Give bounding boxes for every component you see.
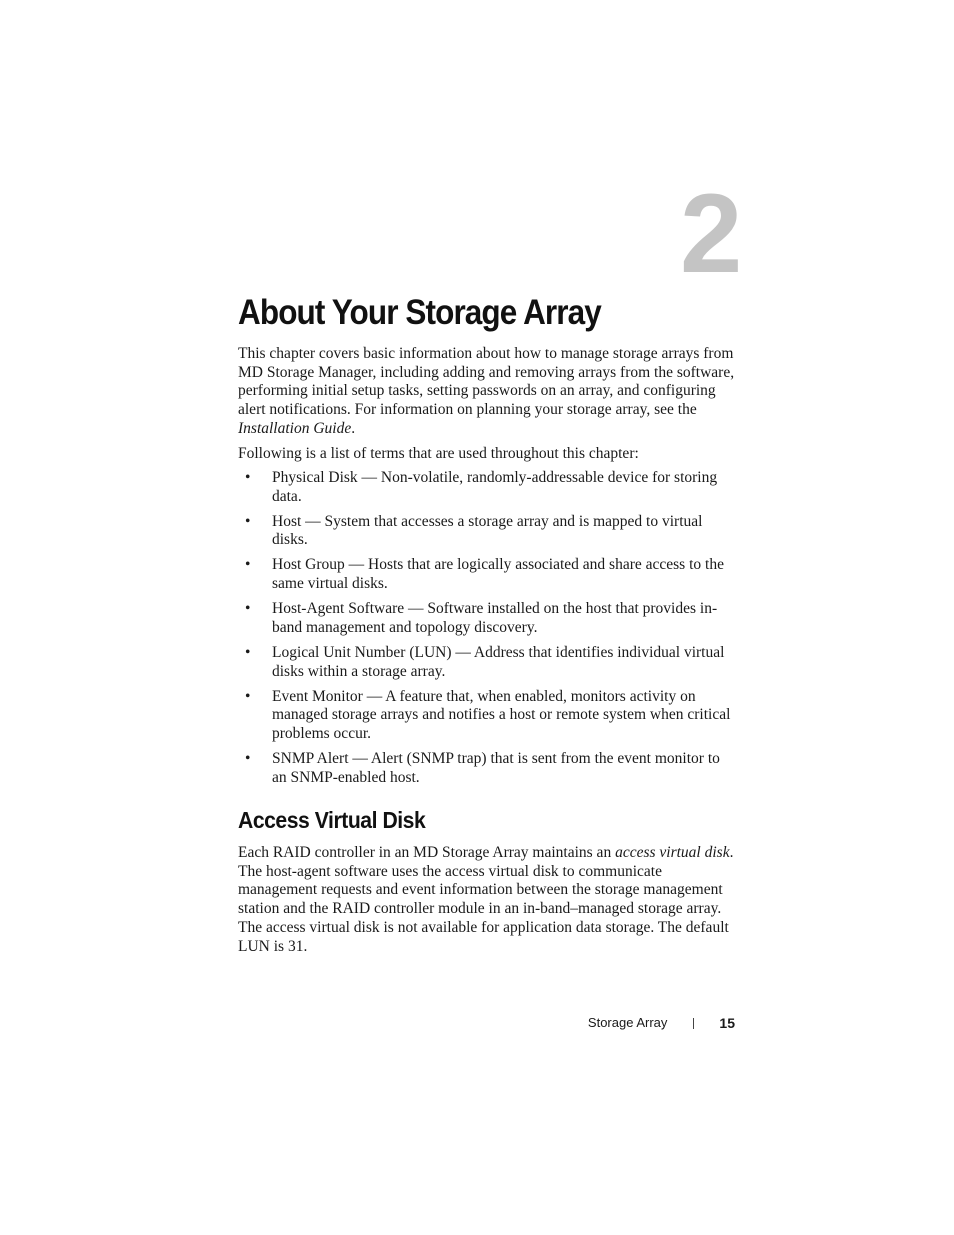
- term-text: Host-Agent Software — Software installed on the host that provides in-band management and topology discovery.: [272, 600, 718, 636]
- bullet-icon: •: [245, 643, 251, 661]
- list-item: [238, 750, 738, 787]
- list-item: [238, 513, 738, 550]
- section-text-start: Each RAID controller in an MD Storage Array maintains an: [238, 844, 616, 861]
- bullet-icon: •: [245, 749, 251, 767]
- bullet-icon: •: [245, 600, 251, 618]
- footer-separator: [693, 1018, 694, 1029]
- section-body: [238, 844, 738, 962]
- page-footer: [560, 1014, 735, 1032]
- installation-guide-reference: Installation Guide: [238, 419, 352, 437]
- terms-list: [238, 469, 738, 794]
- bullet-icon: •: [245, 469, 251, 486]
- list-item: [238, 600, 738, 637]
- bullet-icon: •: [245, 687, 251, 705]
- section-text-end: . The host-agent software uses the access virtual disk to communicate management requests and event information between the storage management station and the RAID controller module in an in-band–managed storage array. The access virtual disk is not available for application data storage. The default LUN is 31.: [238, 844, 734, 955]
- list-item: [238, 556, 738, 593]
- term-text: Event Monitor — A feature that, when enabled, monitors activity on managed storage arrays and notifies a host or remote system when critical problems occur.: [272, 687, 731, 742]
- bullet-icon: •: [245, 556, 251, 574]
- chapter-number: 2: [680, 171, 743, 296]
- footer-section-name: Storage Array: [587, 1015, 668, 1030]
- page-number: 15: [719, 1015, 735, 1031]
- section-heading: Access Virtual Disk: [238, 807, 426, 833]
- access-virtual-disk-term: access virtual disk: [615, 844, 730, 861]
- list-item: [238, 688, 738, 744]
- intro-text-start: This chapter covers basic information about how to manage storage arrays from MD Storage Manager, including adding and removing arrays from the software, performing initial setup tasks, setting passwords on an array, and configuring alert notifications. For information on planning your storage array, see the: [238, 345, 735, 419]
- term-text: Logical Unit Number (LUN) — Address that identifies individual virtual disks within a storage array.: [272, 643, 725, 680]
- list-item: [238, 469, 738, 506]
- bullet-icon: •: [245, 512, 251, 530]
- terms-lead-in: Following is a list of terms that are used throughout this chapter:: [238, 444, 639, 462]
- term-text: Host — System that accesses a storage array and is mapped to virtual disks.: [272, 512, 703, 549]
- list-item: [238, 644, 738, 681]
- term-text: Host Group — Hosts that are logically associated and share access to the same virtual disks.: [272, 556, 724, 593]
- intro-paragraph: [238, 345, 738, 439]
- term-text: SNMP Alert — Alert (SNMP trap) that is sent from the event monitor to an SNMP-enabled host.: [272, 749, 720, 786]
- section-paragraph: [238, 844, 738, 956]
- intro-text-end: .: [351, 419, 356, 437]
- term-text: Physical Disk — Non-volatile, randomly-addressable device for storing data.: [272, 469, 718, 505]
- chapter-title: About Your Storage Array: [238, 293, 601, 332]
- intro-text: [238, 345, 738, 469]
